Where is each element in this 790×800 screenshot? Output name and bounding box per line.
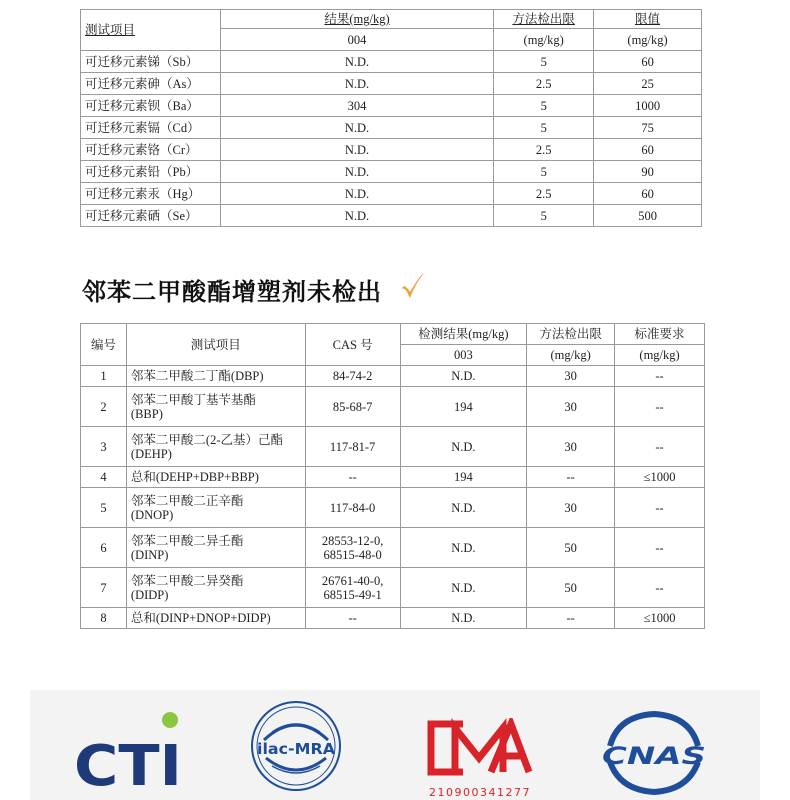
cma-license-number: 210900341277	[429, 786, 531, 799]
table-row	[81, 183, 702, 205]
cell-req: ≤1000	[615, 608, 705, 629]
table-row	[81, 139, 702, 161]
cell-item	[126, 467, 305, 488]
cell-cas-line: --	[348, 611, 357, 625]
cell-mdl: --	[527, 608, 615, 629]
cell-cas	[305, 427, 400, 467]
cell-cas	[305, 387, 400, 427]
cell-no: 4	[81, 467, 127, 488]
cell-no: 3	[81, 427, 127, 467]
cell-item-line: (DINP)	[130, 547, 169, 562]
cell-mdl: 30	[527, 427, 615, 467]
cell-mdl: 2.5	[494, 139, 594, 161]
cell-item-line: 邻苯二甲酸二异壬酯	[130, 533, 244, 548]
cell-result: N.D.	[400, 528, 527, 568]
cell-no: 6	[81, 528, 127, 568]
cell-result: N.D.	[400, 427, 527, 467]
cell-item: 可迁移元素铅（Pb）	[81, 161, 221, 183]
cell-item	[126, 528, 305, 568]
cell-item: 可迁移元素镉（Cd）	[81, 117, 221, 139]
cell-limit: 60	[594, 51, 702, 73]
cell-result: N.D.	[400, 366, 527, 387]
cell-limit: 1000	[594, 95, 702, 117]
header-result: 检测结果(mg/kg)	[400, 324, 527, 345]
cell-mdl: 30	[527, 387, 615, 427]
cell-item-line: 邻苯二甲酸二正辛酯	[130, 493, 244, 508]
cell-result: N.D.	[220, 73, 493, 95]
table-row	[81, 427, 705, 467]
table-row	[81, 568, 705, 608]
cell-cas-line: --	[348, 470, 357, 484]
element-migration-table	[80, 9, 702, 227]
header-mdl-unit: (mg/kg)	[527, 345, 615, 366]
cell-item-line: (DEHP)	[130, 446, 172, 461]
cell-mdl: 50	[527, 568, 615, 608]
cell-limit: 60	[594, 139, 702, 161]
cell-item-line: 邻苯二甲酸二异癸酯	[130, 573, 244, 588]
cell-req: --	[615, 387, 705, 427]
cell-req: --	[615, 488, 705, 528]
cell-result: N.D.	[400, 568, 527, 608]
cell-result: N.D.	[220, 205, 493, 227]
cell-cas-line: 84-74-2	[332, 369, 373, 383]
table-header-row	[81, 324, 705, 345]
cell-item-line: (DIDP)	[130, 587, 169, 602]
cell-mdl: 5	[494, 51, 594, 73]
table-row	[81, 608, 705, 629]
header-req: 标准要求	[615, 324, 705, 345]
cell-result: N.D.	[400, 608, 527, 629]
cell-cas	[305, 488, 400, 528]
header-item: 测试项目	[81, 10, 221, 51]
header-result: 结果(mg/kg)	[220, 10, 493, 29]
cell-limit: 25	[594, 73, 702, 95]
cell-cas-line: 117-84-0	[329, 500, 376, 515]
cell-item: 可迁移元素锑（Sb）	[81, 51, 221, 73]
header-mdl-unit: (mg/kg)	[494, 29, 594, 51]
cell-item: 可迁移元素砷（As）	[81, 73, 221, 95]
cell-req: --	[615, 427, 705, 467]
cell-mdl: 5	[494, 205, 594, 227]
cell-item: 可迁移元素硒（Se）	[81, 205, 221, 227]
cell-no: 2	[81, 387, 127, 427]
header-result-sub: 003	[400, 345, 527, 366]
cti-logo-text: CTI	[74, 734, 182, 790]
header-mdl: 方法检出限	[527, 324, 615, 345]
cell-mdl: 30	[527, 366, 615, 387]
cell-cas-line: 68515-48-0	[323, 547, 382, 562]
header-mdl: 方法检出限	[494, 10, 594, 29]
cell-item	[126, 488, 305, 528]
cell-item-line: 总和(DINP+DNOP+DIDP)	[130, 611, 271, 625]
cnas-logo	[598, 708, 710, 796]
cell-no: 5	[81, 488, 127, 528]
header-no: 编号	[81, 324, 127, 366]
cell-req: --	[615, 366, 705, 387]
cti-logo	[72, 705, 187, 790]
cell-cas	[305, 608, 400, 629]
cell-limit: 75	[594, 117, 702, 139]
cell-mdl: 2.5	[494, 73, 594, 95]
cell-cas	[305, 366, 400, 387]
cell-cas	[305, 467, 400, 488]
cell-cas-line: 85-68-7	[332, 399, 373, 414]
cell-limit: 90	[594, 161, 702, 183]
cell-no: 1	[81, 366, 127, 387]
cell-limit: 60	[594, 183, 702, 205]
ilac-logo-text: ilac-MRA	[257, 740, 336, 758]
cell-cas-line: 68515-49-1	[323, 587, 382, 602]
cell-result: N.D.	[220, 51, 493, 73]
cell-cas	[305, 528, 400, 568]
table-row	[81, 387, 705, 427]
cell-cas-line: 28553-12-0,	[321, 533, 384, 548]
cell-item	[126, 366, 305, 387]
header-cas: CAS 号	[305, 324, 400, 366]
cell-item: 可迁移元素汞（Hg）	[81, 183, 221, 205]
cnas-logo-text: CNAS	[602, 742, 706, 770]
cell-item-line: 邻苯二甲酸二(2-乙基）己酯	[130, 432, 283, 447]
cell-item-line: (DNOP)	[130, 507, 174, 522]
table-row	[81, 467, 705, 488]
table-row	[81, 51, 702, 73]
cma-logo	[425, 718, 535, 800]
table-row	[81, 528, 705, 568]
cell-item-line: 邻苯二甲酸丁基苄基酯	[130, 392, 256, 407]
cell-mdl: 30	[527, 488, 615, 528]
cell-result: N.D.	[220, 183, 493, 205]
cell-mdl: 5	[494, 161, 594, 183]
cell-cas	[305, 568, 400, 608]
header-limit-unit: (mg/kg)	[594, 29, 702, 51]
cell-req: --	[615, 528, 705, 568]
cell-no: 7	[81, 568, 127, 608]
cell-result: N.D.	[400, 488, 527, 528]
cell-result: 194	[400, 387, 527, 427]
table-row	[81, 117, 702, 139]
cell-mdl: 50	[527, 528, 615, 568]
table-row	[81, 95, 702, 117]
cell-req: --	[615, 568, 705, 608]
cell-result: 304	[220, 95, 493, 117]
cell-result: N.D.	[220, 139, 493, 161]
cell-item: 可迁移元素铬（Cr）	[81, 139, 221, 161]
cell-item	[126, 608, 305, 629]
header-limit: 限值	[594, 10, 702, 29]
section-title: 邻苯二甲酸酯增塑剂未检出	[82, 278, 382, 306]
cell-item: 可迁移元素钡（Ba）	[81, 95, 221, 117]
ilac-mra-logo	[250, 700, 342, 792]
cell-item-line: (BBP)	[130, 406, 163, 421]
table-row	[81, 161, 702, 183]
cell-item	[126, 568, 305, 608]
table-row	[81, 366, 705, 387]
table-header-row	[81, 10, 702, 29]
table-row	[81, 73, 702, 95]
cell-cas-line: 26761-40-0,	[321, 573, 384, 588]
cell-item	[126, 387, 305, 427]
check-mark-icon	[398, 270, 426, 302]
cell-cas-line: 117-81-7	[329, 439, 376, 454]
table-row	[81, 488, 705, 528]
phthalate-table	[80, 323, 705, 629]
cell-result: N.D.	[220, 117, 493, 139]
cell-mdl: 5	[494, 117, 594, 139]
cell-req: ≤1000	[615, 467, 705, 488]
cell-item-line: 总和(DEHP+DBP+BBP)	[130, 470, 259, 484]
cell-mdl: --	[527, 467, 615, 488]
cell-mdl: 5	[494, 95, 594, 117]
cell-mdl: 2.5	[494, 183, 594, 205]
table-row	[81, 205, 702, 227]
header-req-unit: (mg/kg)	[615, 345, 705, 366]
cell-limit: 500	[594, 205, 702, 227]
cell-item-line: 邻苯二甲酸二丁酯(DBP)	[130, 369, 264, 383]
cell-item	[126, 427, 305, 467]
header-item: 测试项目	[126, 324, 305, 366]
cell-result: N.D.	[220, 161, 493, 183]
header-result-sub: 004	[220, 29, 493, 51]
cell-result: 194	[400, 467, 527, 488]
cell-no: 8	[81, 608, 127, 629]
